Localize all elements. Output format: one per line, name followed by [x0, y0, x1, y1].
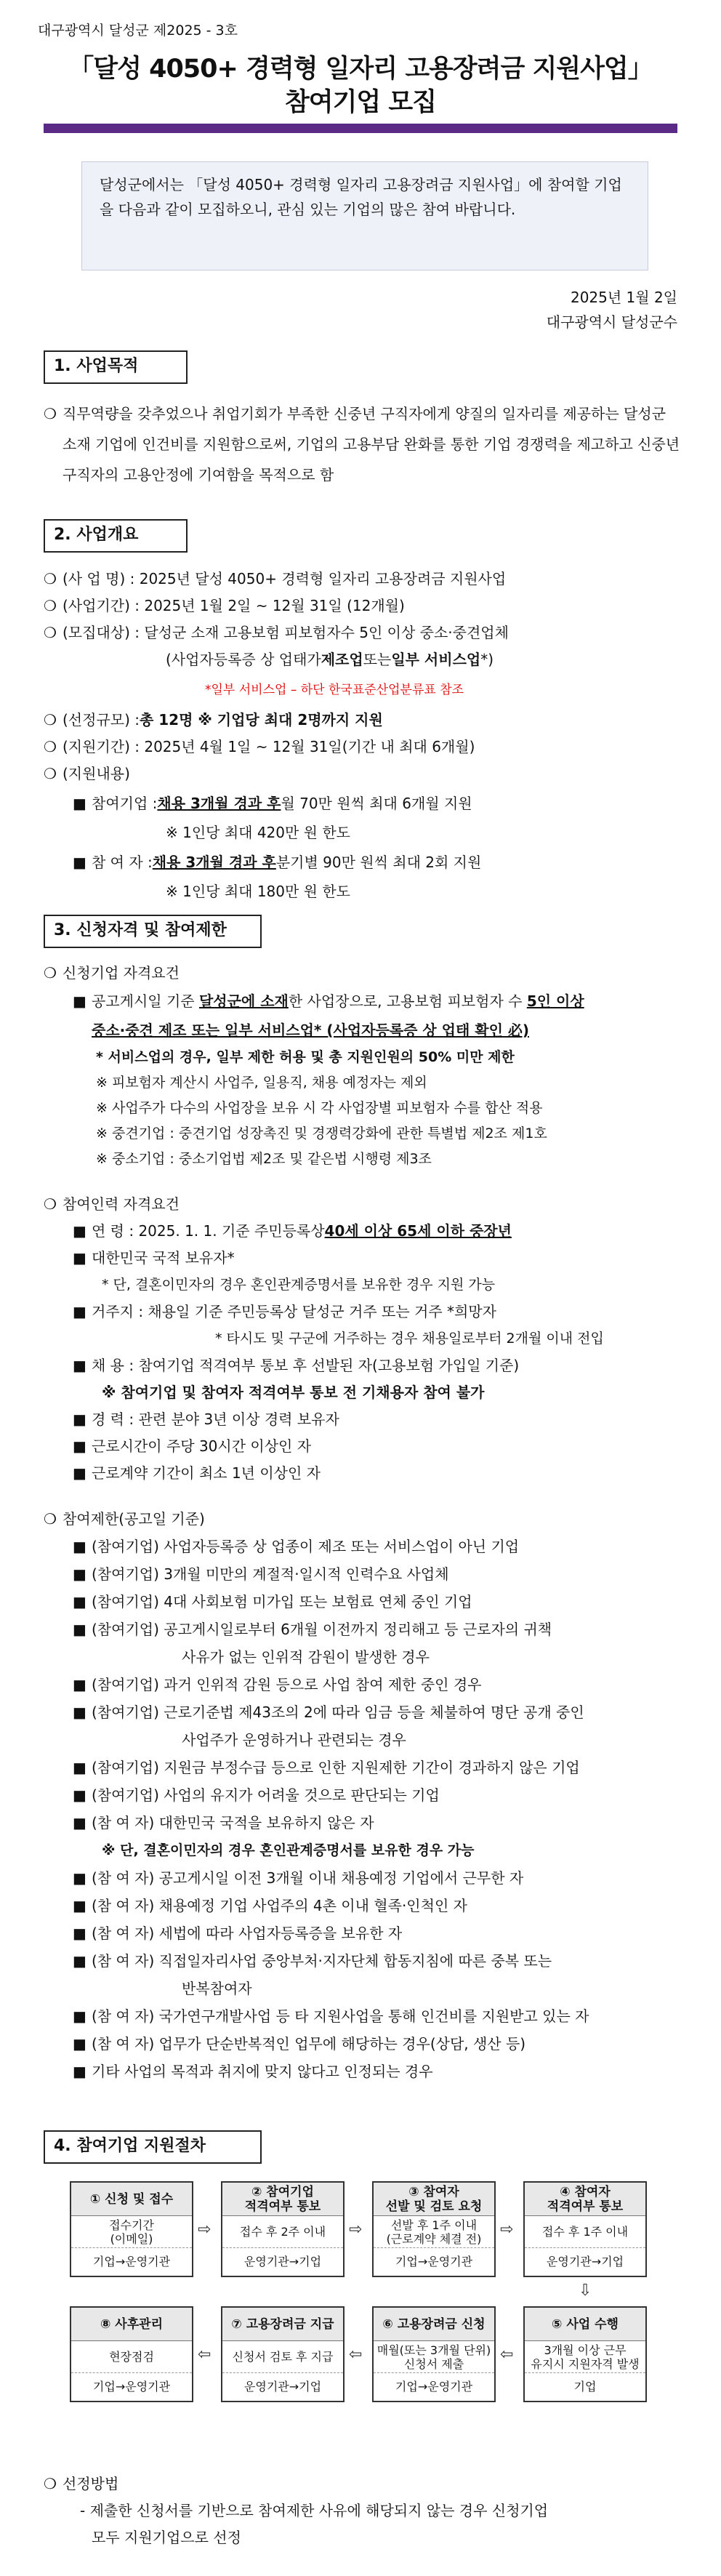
corp-qual-industry: 중소·중견 제조 또는 일부 서비스업* (사업자등록증 상 업태 확인 必) — [92, 1022, 530, 1039]
service-limit-note: * 서비스업의 경우, 일부 제한 허용 및 총 지원인원의 50% 미만 제한 — [96, 1049, 515, 1065]
arrow-left-icon: ⇦ — [349, 2346, 363, 2364]
bulletin-number: 대구광역시 달성군 제2025 - 3호 — [38, 23, 238, 39]
step-title: ⑥ 고용장려금 신청 — [374, 2308, 494, 2341]
square-bullet-icon: ■ — [73, 1676, 86, 1693]
process-step-6 — [372, 2306, 496, 2402]
corp-support-limit: ※ 1인당 최대 420만 원 한도 — [166, 824, 351, 841]
step-title: ⑧ 사후관리 — [71, 2308, 192, 2341]
hiring-note: ※ 참여기업 및 참여자 적격여부 통보 전 기채용자 참여 불가 — [102, 1384, 485, 1401]
square-bullet-icon: ■ — [73, 1538, 86, 1555]
step-detail: 매월(또는 3개월 단위) 신청서 제출 — [374, 2341, 494, 2373]
circle-bullet-icon: ❍ — [44, 765, 57, 782]
restriction-item: (참 여 자) 국가연구개발사업 등 타 지원사업을 통해 인건비를 지원받고 있는 자 — [92, 2007, 589, 2025]
arrow-right-icon: ⇨ — [198, 2220, 212, 2239]
target-detail-service: 일부 서비스업 — [391, 651, 481, 668]
title-block — [44, 52, 677, 119]
square-bullet-icon: ■ — [73, 2035, 86, 2053]
section-2-heading — [44, 519, 188, 553]
step-actor: 운영기관→기업 — [243, 2255, 322, 2268]
restriction-item: (참 여 자) 업무가 단순반복적인 업무에 해당하는 경우(상담, 생산 등) — [92, 2035, 526, 2053]
circle-bullet-icon: ❍ — [44, 1195, 57, 1213]
square-bullet-icon: ■ — [73, 795, 86, 812]
step-actor: 기업→운영기관 — [92, 2380, 171, 2394]
corp-support-label: 참여기업 : — [92, 795, 158, 812]
section-1-title: 1. 사업목적 — [54, 357, 139, 375]
corp-qual-text-a: 공고게시일 기준 — [92, 992, 199, 1010]
step-detail: 신청서 검토 후 지급 — [222, 2341, 343, 2373]
section-2-body — [44, 566, 683, 905]
arrow-left-icon: ⇦ — [500, 2346, 514, 2364]
circle-bullet-icon: ❍ — [44, 570, 57, 587]
step-title: ② 참여기업 적격여부 통보 — [222, 2183, 343, 2216]
experience-requirement: 경 력 : 관련 분야 3년 이상 경력 보유자 — [92, 1411, 339, 1428]
section-1-heading — [44, 350, 188, 384]
process-diagram — [70, 2181, 651, 2414]
restriction-item: (참여기업) 지원금 부정수급 등으로 인한 지원제한 기간이 경과하지 않은 기업 — [92, 1759, 580, 1776]
support-period-note: (기간 내 최대 6개월) — [342, 738, 475, 755]
target-detail-pre: (사업자등록증 상 업태가 — [166, 651, 321, 668]
circle-bullet-icon: ❍ — [44, 405, 57, 422]
step-actor: 운영기관→기업 — [546, 2255, 624, 2268]
title-divider — [44, 124, 677, 133]
corp-qual-location: 달성군에 소재 — [198, 992, 289, 1010]
title-line-1: 「달성 4050+ 경력형 일자리 고용장려금 지원사업」 — [68, 55, 653, 84]
restriction-item: (참여기업) 과거 인위적 감원 등으로 사업 참여 제한 중인 경우 — [92, 1676, 482, 1693]
target-detail-post: *) — [480, 651, 494, 668]
square-bullet-icon: ■ — [73, 1621, 86, 1638]
step-detail: 3개월 이상 근무 유지시 지원자격 발생 — [525, 2341, 645, 2373]
step-title: ③ 참여자 선발 및 검토 요청 — [374, 2183, 494, 2216]
process-step-5 — [523, 2306, 647, 2402]
square-bullet-icon: ■ — [73, 1357, 86, 1374]
square-bullet-icon: ■ — [73, 992, 86, 1010]
restriction-item: (참 여 자) 공고게시일 이전 3개월 이내 채용예정 기업에서 근무한 자 — [92, 1869, 524, 1887]
age-requirement-label: 연 령 : 2025. 1. 1. 기준 주민등록상 — [92, 1222, 325, 1240]
person-support-amount: 분기별 90만 원씩 최대 2회 지원 — [275, 854, 482, 871]
circle-bullet-icon: ❍ — [44, 738, 57, 755]
target-detail-manufacturing: 제조업 — [321, 651, 363, 668]
restriction-item-continued: 반복참여자 — [182, 1980, 252, 1997]
section-3-heading — [44, 915, 262, 948]
section-4-heading — [44, 2130, 262, 2164]
step-actor: 기업→운영기관 — [395, 2380, 473, 2394]
contract-requirement: 근로계약 기간이 최소 1년 이상인 자 — [92, 1464, 321, 1482]
selection-text-1: - 제출한 신청서를 기반으로 참여제한 사유에 해당되지 않는 경우 신청기업 — [80, 2502, 549, 2519]
square-bullet-icon: ■ — [73, 2007, 86, 2025]
restriction-item: (참여기업) 사업의 유지가 어려울 것으로 판단되는 기업 — [92, 1786, 440, 1804]
restriction-item: 기타 사업의 목적과 취지에 맞지 않다고 인정되는 경우 — [92, 2063, 433, 2080]
restriction-item: (참 여 자) 채용예정 기업 사업주의 4촌 이내 혈족·인척인 자 — [92, 1897, 467, 1914]
arrow-left-icon: ⇦ — [198, 2346, 212, 2364]
step-actor: 기업→운영기관 — [92, 2255, 171, 2268]
square-bullet-icon: ■ — [73, 1759, 86, 1776]
age-requirement-value: 40세 이상 65세 이하 중장년 — [324, 1222, 512, 1240]
process-step-3 — [372, 2181, 496, 2277]
square-bullet-icon: ■ — [73, 1249, 86, 1267]
circle-bullet-icon: ❍ — [44, 964, 57, 982]
selection-method — [44, 2471, 683, 2551]
step-title: ⑤ 사업 수행 — [525, 2308, 645, 2341]
midsize-definition-note: ※ 중견기업 : 중견기업 성장촉진 및 경쟁력강화에 관한 특별법 제2조 제1호 — [96, 1126, 547, 1141]
person-qualification-title: 참여인력 자격요건 — [63, 1195, 180, 1213]
square-bullet-icon: ■ — [73, 1565, 86, 1583]
square-bullet-icon: ■ — [73, 1897, 86, 1914]
square-bullet-icon: ■ — [73, 1869, 86, 1887]
square-bullet-icon: ■ — [73, 1786, 86, 1804]
step-title: ④ 참여자 적격여부 통보 — [525, 2183, 645, 2216]
step-detail: 현장점검 — [71, 2341, 192, 2373]
circle-bullet-icon: ❍ — [44, 1510, 57, 1528]
residence-note: * 타시도 및 구군에 거주하는 경우 채용일로부터 2개월 이내 전입 — [215, 1331, 604, 1347]
nationality-requirement: 대한민국 국적 보유자* — [92, 1249, 235, 1267]
support-period: (지원기간) : 2025년 4월 1일 ~ 12월 31일 — [63, 738, 342, 755]
restriction-item: (참여기업) 공고게시일로부터 6개월 이전까지 정리해고 등 근로자의 귀책 — [92, 1621, 552, 1638]
target-detail-mid: 또는 — [363, 651, 392, 668]
project-name: (사 업 명) : 2025년 달성 4050+ 경력형 일자리 고용장려금 지원사업 — [63, 570, 507, 587]
restriction-item: (참 여 자) 대한민국 국적을 보유하지 않은 자 — [92, 1814, 374, 1831]
step-detail: 접수 후 1주 이내 — [525, 2216, 645, 2248]
residence-requirement: 거주지 : 채용일 기준 주민등록상 달성군 거주 또는 거주 *희망자 — [92, 1303, 496, 1320]
restriction-item: (참여기업) 3개월 미만의 계절적·일시적 인력수요 사업체 — [92, 1565, 449, 1583]
sme-definition-note: ※ 중소기업 : 중소기업법 제2조 및 같은법 시행령 제3조 — [96, 1151, 432, 1167]
multi-site-note: ※ 사업주가 다수의 사업장을 보유 시 각 사업장별 피보험자 수를 합산 적용 — [96, 1100, 543, 1116]
issuer: 대구광역시 달성군수 — [546, 313, 677, 331]
corp-qual-headcount: 5인 이상 — [526, 992, 584, 1010]
restriction-item: (참여기업) 4대 사회보험 미가입 또는 보험료 연체 중인 기업 — [92, 1593, 472, 1610]
restriction-item: (참 여 자) 직접일자리사업 중앙부처·지자단체 합동지침에 따른 중복 또는 — [92, 1952, 552, 1970]
process-step-7 — [221, 2306, 345, 2402]
scale-value: 총 12명 ※ 기업당 최대 2명까지 지원 — [139, 711, 383, 729]
restriction-item-continued: 사업주가 운영하거나 관련되는 경우 — [182, 1731, 406, 1749]
square-bullet-icon: ■ — [73, 1303, 86, 1320]
step-detail: 선발 후 1주 이내 (근로계약 체결 전) — [374, 2216, 494, 2248]
intro-text: 달성군에서는 「달성 4050+ 경력형 일자리 고용장려금 지원사업」에 참여할 기업을 다음과 같이 모집하오니, 관심 있는 기업의 많은 참여 바랍니다. — [100, 176, 622, 218]
square-bullet-icon: ■ — [73, 1925, 86, 1942]
square-bullet-icon: ■ — [73, 1593, 86, 1610]
working-hours-requirement: 근로시간이 주당 30시간 이상인 자 — [92, 1437, 312, 1455]
process-step-1 — [70, 2181, 193, 2277]
restriction-item: (참여기업) 근로기준법 제43조의 2에 따라 임금 등을 체불하여 명단 공개 중인 — [92, 1704, 584, 1721]
recruit-target-detail — [44, 646, 683, 673]
section-1-body — [44, 398, 683, 490]
step-actor: 기업 — [573, 2380, 597, 2394]
restriction-note: ※ 단, 결혼이민자의 경우 혼인관계증명서를 보유한 경우 가능 — [102, 1842, 475, 1858]
issue-date: 2025년 1월 2일 — [570, 289, 677, 306]
square-bullet-icon: ■ — [73, 854, 86, 871]
project-period: (사업기간) : 2025년 1월 2일 ~ 12월 31일 (12개월) — [63, 597, 405, 614]
circle-bullet-icon: ❍ — [44, 711, 57, 729]
process-step-4 — [523, 2181, 647, 2277]
corp-qual-text-c: 한 사업장으로, 고용보험 피보험자 수 — [288, 992, 527, 1010]
issue-date-block — [547, 285, 677, 334]
section-2-title: 2. 사업개요 — [54, 526, 139, 544]
step-title: ① 신청 및 접수 — [71, 2183, 192, 2216]
step-actor: 기업→운영기관 — [395, 2255, 473, 2268]
title-line-2: 참여기업 모집 — [284, 88, 437, 117]
nationality-note: * 단, 결혼이민자의 경우 혼인관계증명서를 보유한 경우 지원 가능 — [102, 1277, 496, 1293]
circle-bullet-icon: ❍ — [44, 624, 57, 641]
recruit-target: (모집대상) : 달성군 소재 고용보험 피보험자수 5인 이상 중소·중견업체 — [63, 624, 509, 641]
process-step-2 — [221, 2181, 345, 2277]
selection-text-2: 모두 지원기업으로 선정 — [92, 2529, 241, 2546]
hiring-requirement: 채 용 : 참여기업 적격여부 통보 후 선발된 자(고용보험 가입일 기준) — [92, 1357, 520, 1374]
selection-title: 선정방법 — [63, 2475, 119, 2492]
square-bullet-icon: ■ — [73, 1222, 86, 1240]
insured-count-note: ※ 피보험자 계산시 사업주, 일용직, 채용 예정자는 제외 — [96, 1075, 427, 1091]
corp-support-condition: 채용 3개월 경과 후 — [157, 795, 281, 812]
service-industry-note: *일부 서비스업 – 하단 한국표준산업분류표 참조 — [205, 683, 464, 697]
arrow-right-icon: ⇨ — [349, 2220, 363, 2239]
person-support-condition: 채용 3개월 경과 후 — [152, 854, 276, 871]
square-bullet-icon: ■ — [73, 2063, 86, 2080]
arrow-down-icon: ⇩ — [579, 2282, 592, 2300]
support-content-label: (지원내용) — [63, 765, 130, 782]
step-detail: 접수 후 2주 이내 — [222, 2216, 343, 2248]
square-bullet-icon: ■ — [73, 1411, 86, 1428]
scale-label: (선정규모) : — [63, 711, 140, 729]
square-bullet-icon: ■ — [73, 1437, 86, 1455]
step-actor: 운영기관→기업 — [243, 2380, 322, 2394]
section-1-text: 직무역량을 갖추었으나 취업기회가 부족한 신중년 구직자에게 양질의 일자리를 제공하는 달성군 소재 기업에 인건비를 지원함으로써, 기업의 고용부담 완화를 통한 기업 경쟁력을 제고하고 신중년 구직자의 고용안정에 기여함을 목적으로 함 — [63, 405, 680, 483]
step-detail: 접수기간 (이메일) — [71, 2216, 192, 2248]
square-bullet-icon: ■ — [73, 1952, 86, 1970]
person-support-label: 참 여 자 : — [92, 854, 153, 871]
circle-bullet-icon: ❍ — [44, 597, 57, 614]
section-4-title: 4. 참여기업 지원절차 — [54, 2137, 206, 2155]
restriction-item: (참 여 자) 세법에 따라 사업자등록증을 보유한 자 — [92, 1925, 403, 1942]
circle-bullet-icon: ❍ — [44, 2475, 57, 2492]
restriction-item: (참여기업) 사업자등록증 상 업종이 제조 또는 서비스업이 아닌 기업 — [92, 1538, 520, 1555]
corp-support-amount: 월 70만 원씩 최대 6개월 지원 — [281, 795, 472, 812]
square-bullet-icon: ■ — [73, 1704, 86, 1721]
section-3-title: 3. 신청자격 및 참여제한 — [54, 921, 227, 939]
process-step-8 — [70, 2306, 193, 2402]
restriction-item-continued: 사유가 없는 인위적 감원이 발생한 경우 — [182, 1648, 430, 1666]
square-bullet-icon: ■ — [73, 1814, 86, 1831]
intro-box — [81, 161, 648, 270]
square-bullet-icon: ■ — [73, 1464, 86, 1482]
section-3-body — [44, 960, 683, 2085]
person-support-limit: ※ 1인당 최대 180만 원 한도 — [166, 883, 351, 900]
arrow-right-icon: ⇨ — [500, 2220, 514, 2239]
corp-qualification-title: 신청기업 자격요건 — [63, 964, 180, 982]
restriction-title: 참여제한(공고일 기준) — [63, 1510, 205, 1528]
step-title: ⑦ 고용장려금 지급 — [222, 2308, 343, 2341]
